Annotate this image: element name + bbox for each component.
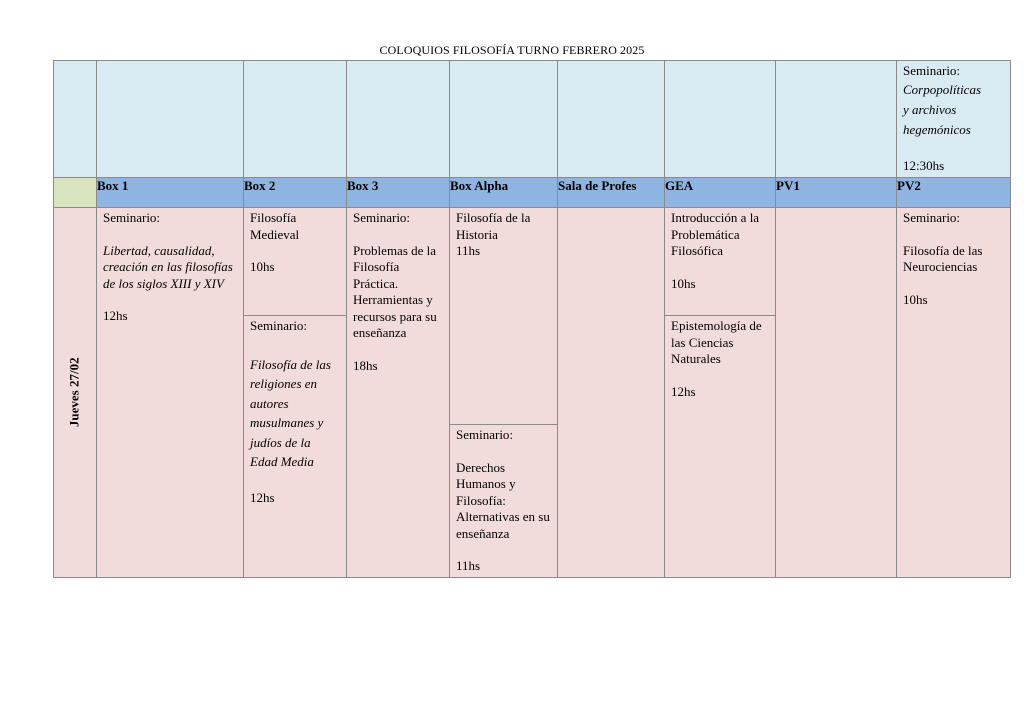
session-name: Corpopolíticas [903,81,982,97]
header-gea: GEA [665,178,776,208]
top-row [54,61,1011,178]
empty-cell [450,61,558,178]
page-title: COLOQUIOS FILOSOFÍA TURNO FEBRERO 2025 [379,43,645,57]
pv2-top-session [897,61,1011,178]
session-name: Filosofía de las religiones en autores musulmanes y judíos de la Edad Media [250,356,331,469]
session-time: 10hs [903,291,928,307]
box2-first-session [244,208,346,316]
empty-cell [776,61,897,178]
session-label: Seminario: [250,318,308,333]
session-time: 12:30hs [903,157,945,173]
pv2-session [897,208,1011,578]
session-time: 11hs [456,243,481,258]
session-time: 12hs [671,383,696,399]
day-cell [54,208,97,578]
empty-cell [244,61,347,178]
session-name: Libertad, causalidad, creación en las filosofías de los siglos XIII y XIV [103,242,233,291]
box-alpha-first-session [450,208,557,425]
session-name: Derechos Humanos y Filosofía: Alternativas en su enseñanza [456,459,550,541]
session-time: 10hs [671,275,696,291]
box-alpha-sessions [450,208,558,578]
empty-cell [665,61,776,178]
session-name: Introducción a la Problemática Filosófica [671,210,760,258]
day-row [54,208,1011,578]
session-label: Seminario: [353,210,411,225]
session-label: Seminario: [456,427,514,442]
session-label: Seminario: [903,210,961,225]
header-box3: Box 3 [347,178,450,208]
session-time: 12hs [250,489,275,505]
session-name: Filosofía de las Neurociencias [903,242,983,274]
box1-session [97,208,244,578]
header-pv1: PV1 [776,178,897,208]
corner-cell [54,178,97,208]
box-alpha-second-session [450,425,557,575]
session-name: Filosofía Medieval [250,210,300,242]
gea-first-session [665,208,775,316]
header-sala-profes: Sala de Profes [558,178,665,208]
empty-cell [54,61,97,178]
session-name: Epistemología de las Ciencias Naturales [671,318,762,366]
empty-cell [97,61,244,178]
session-name: Filosofía de la Historia [456,210,531,242]
session-time: 12hs [103,308,128,323]
gea-second-session [665,316,775,400]
session-time: 18hs [353,357,378,373]
gea-sessions [665,208,776,578]
header-box-alpha: Box Alpha [450,178,558,208]
sala-profes-empty [558,208,665,578]
session-time: 11hs [456,558,481,573]
box2-second-session [244,316,346,506]
header-pv2: PV2 [897,178,1011,208]
session-name: y archivos [903,101,957,117]
session-label: Seminario: [103,210,161,225]
empty-cell [558,61,665,178]
schedule-table [53,60,1011,578]
header-box1: Box 1 [97,178,244,208]
header-row [54,178,1011,208]
box2-sessions [244,208,347,578]
box3-session [347,208,450,578]
header-box2: Box 2 [244,178,347,208]
session-label: Seminario: [903,63,961,78]
pv1-empty [776,208,897,578]
empty-cell [347,61,450,178]
day-label: Jueves 27/02 [66,357,82,428]
session-time: 10hs [250,259,275,274]
session-name: Problemas de la Filosofía Práctica. Herramientas y recursos para su enseñanza [353,242,437,340]
session-name: hegemónicos [903,121,971,137]
